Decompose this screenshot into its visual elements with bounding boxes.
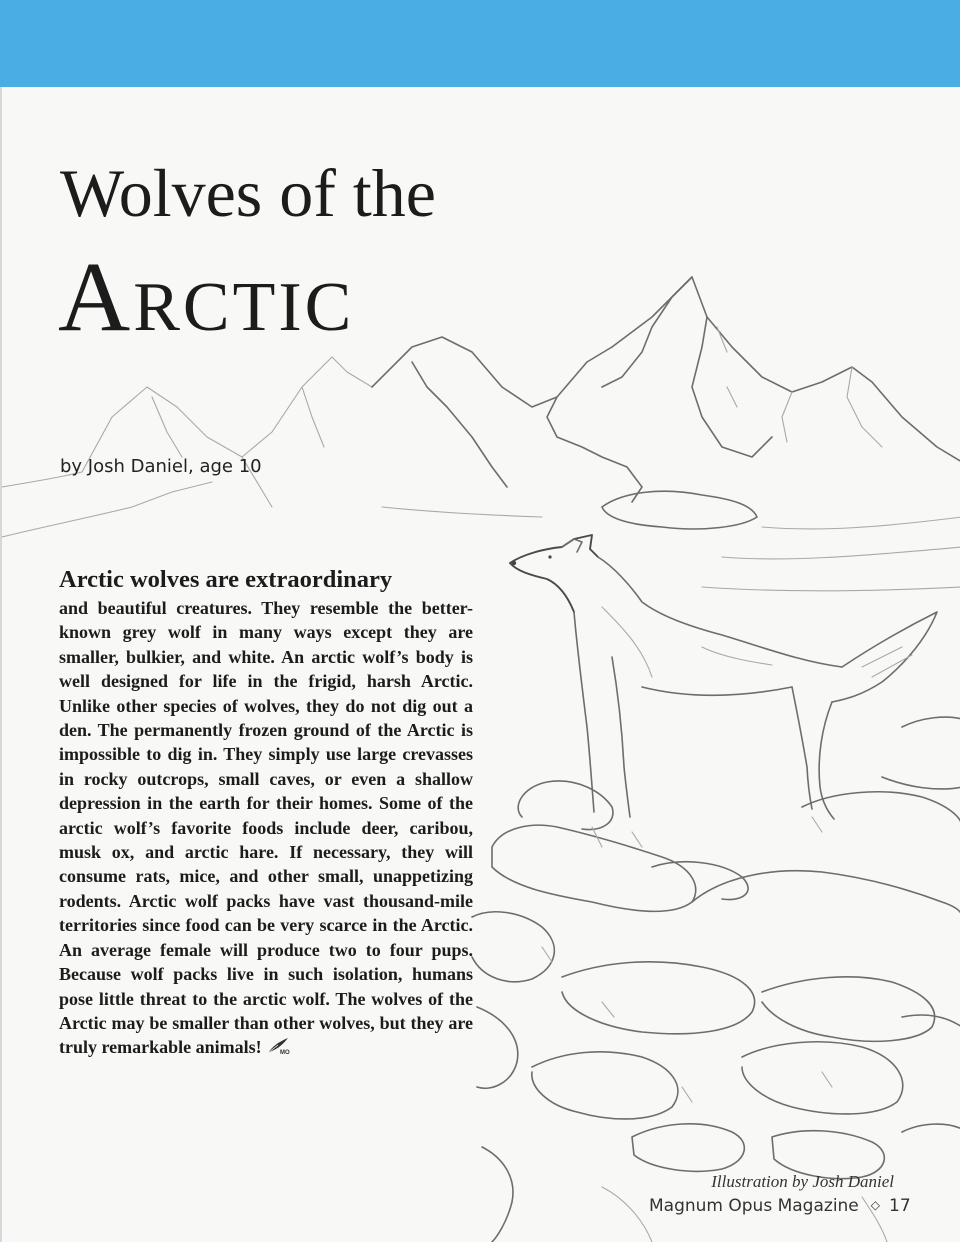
article-text: and beautiful creatures. They resemble the better-known grey wolf in many ways except they are smaller, bulkier, and white. An arctic wolf’s body is well designed for life in the frigid, harsh Arctic. Unlike other species of wolves, they do not dig out a den. The permanently frozen ground of the Arctic is impossible to dig in. They simply use large crevasses in rocky outcrops, small caves, or even a shallow depression in the earth for their homes. Some of the arctic wolf’s favorite foods include deer, caribou, musk ox, and arctic hare. If necessary, they will consume rats, mice, and other small, unappetizing rodents. Arctic wolf packs have vast thousand-mile territories since food can be very scarce in the Arctic. An average female will produce two to four pups. Because wolf packs live in such isolation, humans pose little threat to the arctic wolf. The wolves of the Arctic may be smaller than other wolves, but they are truly remarkable animals!: [59, 598, 473, 1058]
svg-text:MO: MO: [279, 1050, 290, 1056]
separator-icon: ◇: [870, 1198, 881, 1212]
top-color-bar: [0, 0, 960, 87]
magazine-page: [0, 87, 960, 1242]
page-footer: [649, 1196, 911, 1216]
title-line-1: Wolves of the: [60, 155, 436, 231]
article-body: [59, 564, 473, 1060]
title-line-2: Arctic: [58, 241, 355, 352]
article-lead: Arctic wolves are extraordinary: [59, 566, 393, 593]
illustration-credit: Illustration by Josh Daniel: [711, 1172, 894, 1191]
byline: by Josh Daniel, age 10: [60, 456, 262, 477]
page-number: 17: [889, 1196, 911, 1216]
quill-end-mark-icon: [266, 1037, 292, 1055]
magazine-name: Magnum Opus Magazine: [649, 1196, 859, 1216]
